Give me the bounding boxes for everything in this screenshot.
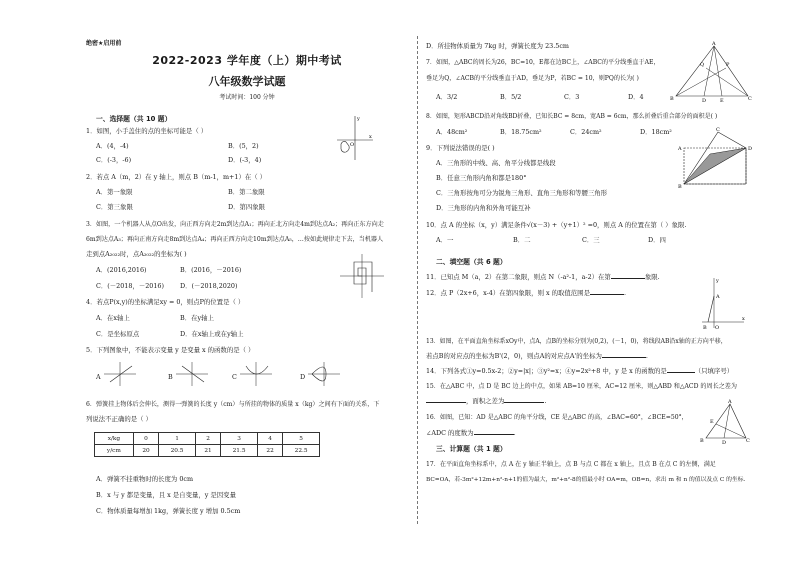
q2-option-b: B．第二象限 [228,188,265,196]
q17-line1: 17．在平面直角坐标系中，点 A 在 y 轴正半轴上，点 B 与点 C 都在 x 轴上，且点 B 在点 C 的左侧，满足 [426,461,716,468]
q4-option-c: C．是坐标原点 [96,330,140,338]
q13-line2 [426,351,648,360]
q13-axis-y-label: y [716,278,719,284]
q7-label-p: P [726,62,730,68]
q9-option-d: D．三角形的内角和外角可能互补 [436,204,531,212]
q16-label-e: E [710,419,714,425]
q1-option-b: B．(5，2) [228,142,259,150]
q5-graph-c [240,362,274,386]
q3-option-a: A．(2016,2016) [96,266,147,274]
q6-cell: y/cm [95,445,134,457]
exam-title: 2022-2023 学年度（上）期中考试 [152,54,342,67]
q8-option-c: C．24cm² [570,128,602,136]
q12-stem: 12．点 P（2x+6，x-4）在第四象限，则 x 的取值范围是 [426,289,590,297]
q7-label-a: A [712,41,716,47]
q1-hand-figure [335,114,375,162]
q12-tail: . [623,289,627,297]
q6-cell: 22.5 [283,445,320,457]
q6-cell: 0 [133,433,158,445]
q11-tail: 象限. [644,273,660,281]
q16-stem: ∠ADC 的度数为 [426,429,474,437]
q17-line2: BC=OA，若-3m²+12m+n²-n+1的值为最大，m²+n²-8的值最小时 OA=m，OB=n，求出 m 和 n 的值以及点 C 的坐标. [426,477,746,483]
q8-label-d: D [748,146,753,152]
section-calc-title: 三、计算题（共 1 题） [436,445,507,453]
q7-triangle-figure [670,41,752,104]
q6-cell: 21 [195,445,220,457]
q1-axis-x-label: x [369,134,372,140]
q5-graph-b [176,362,210,386]
q7-label-b: B [670,96,674,102]
q10-option-d: D．四 [648,236,666,244]
q13-tail: . [645,352,648,360]
q6-cell: 5 [283,433,320,445]
q7-option-c: C．3 [564,93,580,101]
section-choice-title: 一、选择题（共 10 题） [96,115,172,123]
q6-cell: 22 [257,445,282,457]
q6-table [94,432,320,457]
q8-rectangle-figure [678,127,753,190]
q4-option-d: D．在x轴上或在y轴上 [180,330,244,338]
q9-option-a: A．三角形的中线、高、角平分线都是线段 [436,159,556,167]
q5-option-d: D [300,373,306,381]
q15-line1: 15．在△ABC 中，点 D 是 BC 边上的中点，如果 AB=10 厘米，AC=12 厘米，则△ABD 和△ACD 的周长之差为 [426,383,737,390]
q8-label-b: B [678,184,682,190]
q13-label-a: A [716,294,720,300]
q7-option-b: B．5/2 [500,93,522,101]
q16-line2 [426,428,516,437]
q3-line2: 6m到达点A₃；再向正南方向走8m到达点A₄；再向正西方向走10m到达点A₅，…按如此规律走下去，当机器人 [86,236,384,243]
q16-line1: 16．如图，已知：AD 是△ABC 的角平分线，CE 是△ABC 的高，∠BAC=60°，∠BCE=50°， [426,414,688,421]
q6-cell: 20.5 [159,445,196,457]
q8-label-a: A [678,146,682,152]
q6-cell: 1 [159,433,196,445]
q4-option-a: A．在x轴上 [96,314,130,322]
q11-text [426,272,660,281]
q7-label-q: Q [700,62,705,68]
q6-cell: 3 [221,433,258,445]
q2-option-c: C．第三象限 [96,203,133,211]
q15-answer-blank-2[interactable] [504,397,547,405]
q6-cell: x/kg [95,433,134,445]
section-fill-title: 二、填空题（共 6 题） [436,258,507,266]
q15-answer-blank-1[interactable] [426,397,466,403]
q8-option-a: A．48cm² [436,128,468,136]
q2-option-a: A．第一象限 [96,188,133,196]
q13-origin-label: O [715,325,720,331]
q14-stem: 14．下列各式①y=0.5x-2；②y=|x|；③y²=x；④y=2x²+8 中，y 是 x 的函数的是 [426,367,667,375]
q13-stem: 若点B的对应点的坐标为B'(2，0)，则点A的对应点A'的坐标为 [426,352,602,360]
q5-option-c: C [232,373,237,381]
q7-label-d: D [702,98,707,104]
q14-tail: （只填序号） [694,367,734,375]
q7-label-c: C [748,96,752,102]
q10-stem: 10．点 A 的坐标（x，y）满足条件√(x－3) +（y+1）² =0，则点 A 的位置在第（ ）象限. [426,221,687,229]
q11-stem: 11．已知点 M（a，2）在第二象限，则点 N（-a²-1，a-2）在第 [426,273,611,281]
q5-option-b: B [168,373,173,381]
q2-option-d: D．第四象限 [228,203,266,211]
exam-subtitle: 八年级数学试题 [208,75,286,88]
q6-cell: 20 [133,445,158,457]
q8-label-c: C [716,127,720,133]
q6-table-row [95,433,320,445]
q6-table-row [95,445,320,457]
q16-label-d: D [722,440,727,446]
q7-line1: 7．如图，△ABC的周长为26，BC=10，E都在边BC上，∠ABC的平分线垂直于AE， [426,59,660,66]
q10-option-c: C．三 [582,236,600,244]
q15-mid: ，面积之差为 [466,397,505,405]
q15-tail: . [544,397,547,405]
q9-option-c: C．三角形按角可分为锐角三角形、直角三角形和等腰三角形 [436,189,608,197]
secret-label: 绝密★启用前 [86,40,122,47]
q13-axes-figure [700,276,746,330]
q16-label-c: C [746,438,750,444]
q16-label-a: A [728,399,732,405]
q11-answer-blank[interactable] [611,273,645,279]
q7-line2: 垂足为Q，∠ACB的平分线垂直于AD，垂足为P，若BC = 10，则PQ的长为( ) [426,75,639,82]
q3-option-b: B．(2016，－2016) [180,266,242,274]
q6-line1: 6．弹簧挂上物体后会伸长，测得一弹簧的长度 y（cm）与所挂的物体的质量 x（kg）之间有下面的关系，下 [86,401,380,408]
q10-option-b: B．二 [513,236,531,244]
q9-option-b: B．任意三角形内角和都是180° [436,174,527,182]
q5-graph-a [104,362,138,386]
q13-line1: 13．如图，在平面直角坐标系xOy中，点A，点B的坐标分别为(0,2)，(－1，0)，将线段AB沿x轴的正方向平移， [426,338,727,345]
q2-stem: 2．若点 A（m，2）在 y 轴上，则点 B（m-1，m+1）在（ ） [86,173,267,181]
q16-label-b: B [700,438,704,444]
column-divider [417,36,418,524]
hand-icon [341,141,349,152]
q13-axis-x-label: x [742,316,745,322]
q4-stem: 4．若点P(x,y)的坐标满足xy = 0，则点P的位置是（ ） [86,298,245,306]
q8-option-d: D．18cm² [640,128,672,136]
q16-triangle-figure [700,399,750,446]
q6-option-c: C．物体质量每增加 1kg，弹簧长度 y 增加 0.5cm [96,507,241,515]
q1-option-c: C．(-3，-6) [96,156,132,164]
q12-answer-blank[interactable] [590,289,627,297]
q14-text [426,366,733,375]
q8-line1: 8．如图，矩形ABCD沿对角线BD折叠，已知长BC = 8cm，宽AB = 6cm，那么折叠后重合部分的面积是( ) [426,113,718,120]
q1-axis-y-label: y [357,116,360,122]
q6-option-d: D．所挂物体质量为 7kg 时，弹簧长度为 23.5cm [426,42,569,50]
q1-origin-label: O [350,142,355,148]
q7-label-e: E [720,98,724,104]
q3-option-c: C．(－2018，－2016) [96,282,164,290]
q9-stem: 9．下列说法错误的是( ) [426,144,495,152]
q7-option-a: A．3/2 [436,93,458,101]
q1-option-a: A．(4，-4) [96,142,129,150]
q12-text [426,288,626,297]
q3-line1: 3．如图，一个机器人从点O出发，向正西方向走2m到达点A₁；再向正北方向走4m到达点A₂；再向正东方向走 [86,221,384,228]
q3-spiral-figure [338,252,386,300]
q5-option-a: A [96,373,101,381]
q6-option-b: B．x 与 y 都是变量，且 x 是自变量，y 是因变量 [96,491,236,499]
q8-option-b: B．18.75cm² [500,128,542,136]
q5-stem: 5．下列图象中，不能表示变量 y 是变量 x 的函数的是（ ） [86,346,255,354]
q13-answer-blank[interactable] [602,352,646,358]
q7-option-d: D．4 [628,93,644,101]
q1-stem: 1．如图，小手盖住的点的坐标可能是（ ） [86,127,208,135]
q3-option-d: D．(－2018,2020) [180,282,238,290]
q6-cell: 21.5 [221,445,258,457]
q16-tail: . [513,429,516,437]
q6-cell: 4 [257,433,282,445]
q6-cell: 2 [195,433,220,445]
q15-line2 [426,396,546,405]
q10-option-a: A．一 [436,236,454,244]
q4-option-b: B．在y轴上 [180,314,214,322]
q13-label-b: B [703,325,707,331]
q3-line3: 走到点A₂₀₂₂时，点A₂₀₂₂的坐标为( ) [86,250,187,258]
q5-graph-d [308,362,342,386]
q14-answer-blank[interactable] [667,367,695,373]
q6-option-a: A．弹簧不挂重物时的长度为 0cm [96,475,194,483]
q1-option-d: D．(-3，4) [228,156,262,164]
exam-time: 考试时间：100 分钟 [219,94,275,101]
q16-answer-blank[interactable] [474,429,514,435]
q6-line2: 列说法不正确的是（ ） [86,415,152,423]
